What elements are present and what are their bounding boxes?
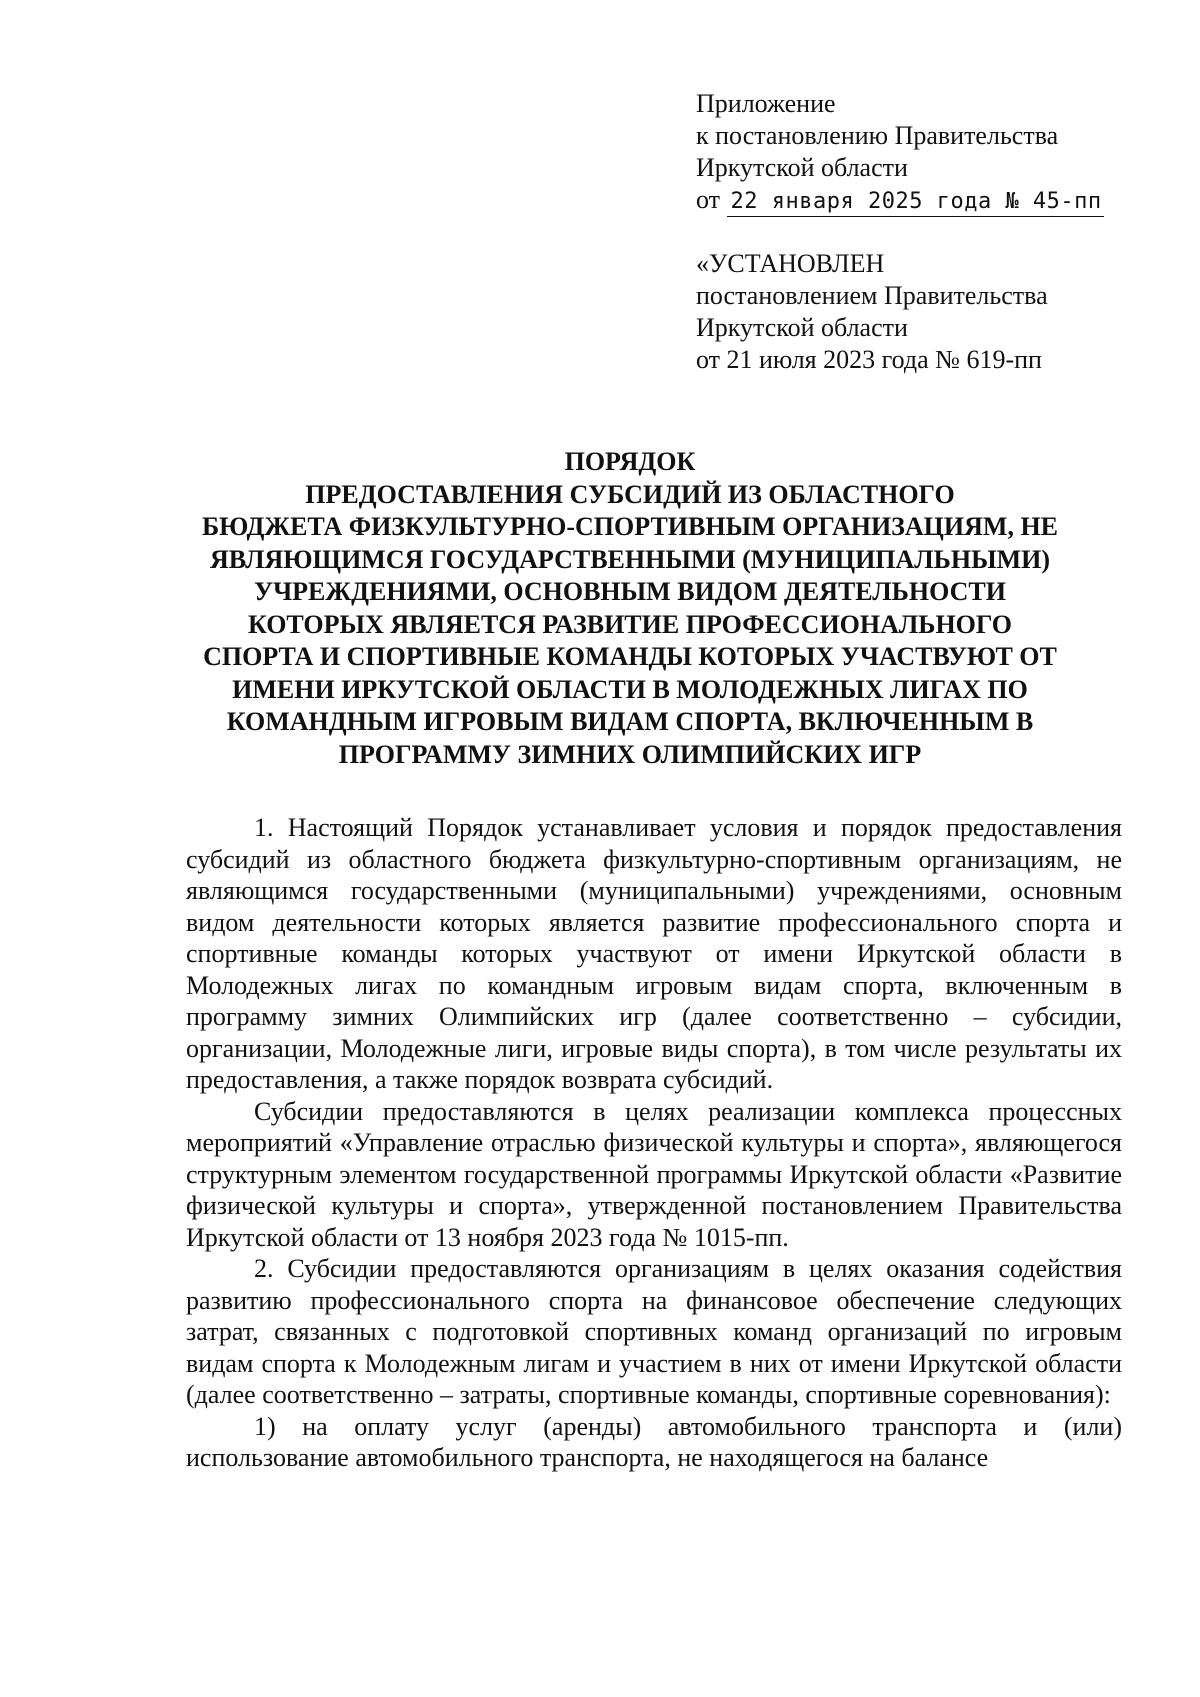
- title-line: ПРОГРАММУ ЗИМНИХ ОЛИМПИЙСКИХ ИГР: [338, 739, 922, 769]
- title-line: УЧРЕЖДЕНИЯМИ, ОСНОВНЫМ ВИДОМ ДЕЯТЕЛЬНОСТИ: [254, 577, 1006, 606]
- appendix-date-prefix: от: [696, 185, 721, 214]
- established-line-2: постановлением Правительства: [696, 281, 1048, 310]
- paragraph: 1. Настоящий Порядок устанавливает условия и порядок предоставления субсидий из областного бюджета физкультурно-спортивным организациям, не являющимся государственными (муниципальными) учреждениями, основным видом деятельности которых является развитие профессионального спорта и спортивные команды которых участвуют от имени Иркутской области в Молодежных лигах по командным игровым видам спорта, включенным в программу зимних Олимпийских игр (далее соответственно – субсидии, организации, Молодежные лиги, игровые виды спорта), в том числе результаты их предоставления, а также порядок возврата субсидий.: [186, 813, 1122, 1094]
- established-line-3: Иркутской области: [696, 313, 908, 342]
- appendix-block: [696, 88, 1104, 217]
- title-line: БЮДЖЕТА ФИЗКУЛЬТУРНО-СПОРТИВНЫМ ОРГАНИЗАЦИЯМ, НЕ: [201, 512, 1059, 541]
- title-line: ПОРЯДОК: [564, 447, 696, 476]
- appendix-date-line: [696, 184, 1104, 217]
- document-title: [160, 446, 1100, 771]
- title-line: СПОРТА И СПОРТИВНЫЕ КОМАНДЫ КОТОРЫХ УЧАСТВУЮТ ОТ: [203, 642, 1057, 671]
- paragraph: Субсидии предоставляются в целях реализации комплекса процессных мероприятий «Управление отраслью физической культуры и спорта», являющегося структурным элементом государственной программы Иркутской области «Развитие физической культуры и спорта», утвержденной постановлением Правительства Иркутской области от 13 ноября 2023 года № 1015-пп.: [186, 1096, 1122, 1252]
- established-block: [696, 248, 1048, 376]
- established-line-1: «УСТАНОВЛЕН: [696, 249, 885, 278]
- document-body: [186, 812, 1122, 1474]
- appendix-date-value: 22 января 2025 года № 45-пп: [727, 189, 1104, 217]
- established-line-4: от 21 июля 2023 года № 619-пп: [696, 345, 1042, 374]
- appendix-line-1: Приложение: [696, 89, 836, 118]
- paragraph: 1) на оплату услуг (аренды) автомобильного транспорта и (или) использование автомобильного транспорта, не находящегося на балансе: [186, 1411, 1122, 1472]
- paragraph: 2. Субсидии предоставляются организациям в целях оказания содействия развитию профессионального спорта на финансовое обеспечение следующих затрат, связанных с подготовкой спортивных команд организаций по игровым видам спорта к Молодежным лигам и участием в них от имени Иркутской области (далее соответственно – затраты, спортивные команды, спортивные соревнования):: [186, 1254, 1122, 1409]
- appendix-line-2: к постановлению Правительства: [696, 121, 1059, 150]
- title-line: ЯВЛЯЮЩИМСЯ ГОСУДАРСТВЕННЫМИ (МУНИЦИПАЛЬНЫМИ): [209, 544, 1051, 574]
- title-line: ПРЕДОСТАВЛЕНИЯ СУБСИДИЙ ИЗ ОБЛАСТНОГО: [305, 479, 955, 509]
- title-line: ИМЕНИ ИРКУТСКОЙ ОБЛАСТИ В МОЛОДЕЖНЫХ ЛИГАХ ПО: [232, 674, 1028, 704]
- title-line: КОТОРЫХ ЯВЛЯЕТСЯ РАЗВИТИЕ ПРОФЕССИОНАЛЬНОГО: [247, 609, 1013, 639]
- title-line: КОМАНДНЫМ ИГРОВЫМ ВИДАМ СПОРТА, ВКЛЮЧЕННЫМ В: [226, 707, 1034, 736]
- appendix-line-3: Иркутской области: [696, 153, 908, 182]
